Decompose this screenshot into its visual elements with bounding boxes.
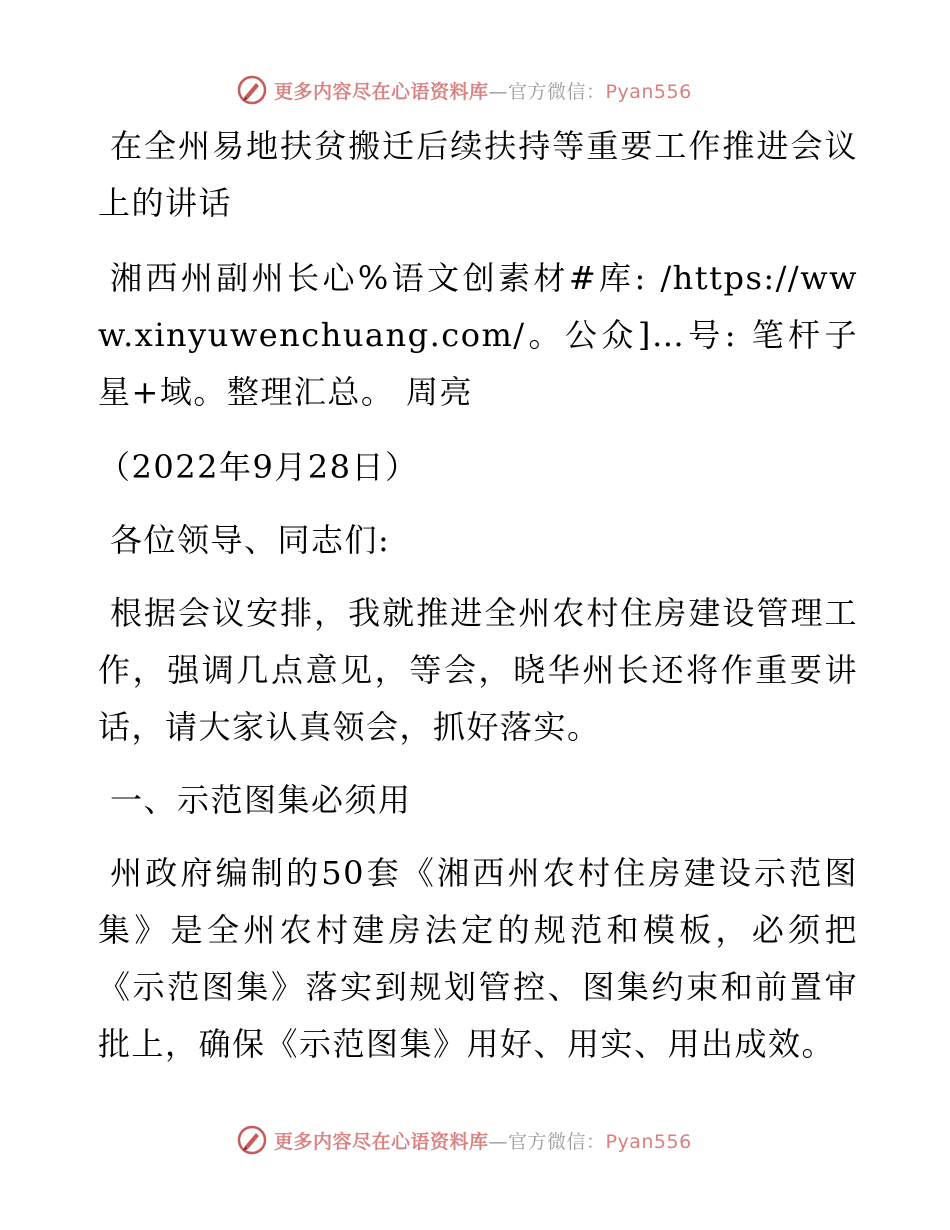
header-watermark	[236, 72, 692, 108]
footer-watermark	[236, 1122, 692, 1158]
section-heading: 一、示范图集必须用	[110, 781, 412, 819]
watermark-text	[274, 77, 692, 104]
watermark-brand: 更多内容尽在心语资料库	[274, 1130, 489, 1153]
section-paragraph: 州政府编制的50套《湘西州农村住房建设示范图集》是全州农村建房法定的规范和模板，必须把《示范图集》落实到规划管控、图集约束和前置审批上，确保《示范图集》用好、用实、用出成效。	[98, 854, 858, 1063]
document-body	[98, 118, 858, 1073]
watermark-separator: —	[488, 80, 509, 103]
watermark-wechat-label: 官方微信：	[508, 1130, 606, 1153]
body-paragraph: 根据会议安排，我就推进全州农村住房建设管理工作，强调几点意见，等会，晓华州长还将作重要讲话，请大家认真领会，抓好落实。	[98, 594, 858, 746]
watermark-wechat-label: 官方微信：	[508, 80, 606, 103]
seal-pen-icon	[236, 74, 268, 106]
watermark-wechat-id: Pyan556	[605, 80, 692, 103]
watermark-text	[274, 1127, 692, 1154]
document-date: （2022年9月28日）	[98, 448, 419, 486]
document-title: 在全州易地扶贫搬迁后续扶持等重要工作推进会议上的讲话	[98, 127, 858, 222]
salutation: 各位领导、同志们:	[110, 521, 391, 559]
author-line: 湘西州副州长心%语文创素材#库: /https://www.xinyuwenchuang.com/。公众]…号: 笔杆子星+域。整理汇总。 周亮	[98, 259, 858, 411]
watermark-separator: —	[488, 1130, 509, 1153]
seal-pen-icon	[236, 1124, 268, 1156]
watermark-brand: 更多内容尽在心语资料库	[274, 80, 489, 103]
watermark-wechat-id: Pyan556	[605, 1130, 692, 1153]
